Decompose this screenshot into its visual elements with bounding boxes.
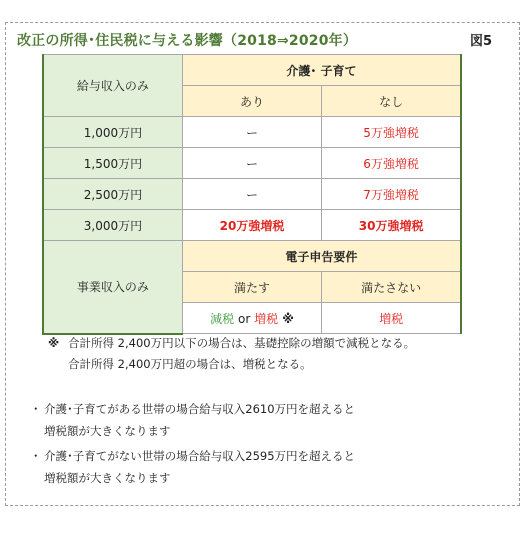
income-cell: 1,500万円 <box>43 148 182 179</box>
income-cell: 3,000万円 <box>43 210 182 241</box>
bullet-item: ・ 介護･子育てがある世帯の場合給与収入2610万円を超えると <box>30 402 356 416</box>
without-cell: 5万強増税 <box>322 117 461 148</box>
business-only-header: 事業収入のみ <box>43 241 182 334</box>
care-childcare-header: 介護･ 子育て <box>182 55 461 86</box>
note-mark-symbol: ※ <box>48 336 60 350</box>
table-row <box>43 210 461 241</box>
with-cell: 20万強増税 <box>182 210 321 241</box>
not-meet-cell: 増税 <box>322 303 461 334</box>
table-row <box>43 148 461 179</box>
meet-cell <box>182 303 321 334</box>
bullet-symbol: ・ <box>30 402 42 416</box>
income-cell: 1,000万円 <box>43 117 182 148</box>
note-line-1: ※ 合計所得 2,400万円以下の場合は、基礎控除の増額で減税となる。 <box>48 336 416 350</box>
or-text: or <box>234 311 255 326</box>
increase-text: 増税 <box>254 311 279 326</box>
table-row <box>43 179 461 210</box>
col-with-header: あり <box>182 86 321 117</box>
e-filing-header: 電子申告要件 <box>182 241 461 272</box>
bullet-item: ・ 介護･子育てがない世帯の場合給与収入2595万円を超えると <box>30 449 356 463</box>
bullet-continuation: 増税額が大きくなります <box>44 471 171 485</box>
with-cell: ー <box>182 148 321 179</box>
without-cell: 30万強増税 <box>322 210 461 241</box>
with-cell: ー <box>182 117 321 148</box>
col-meet-header: 満たす <box>182 272 321 303</box>
figure-label: 図5 <box>470 34 493 49</box>
without-cell: 6万強増税 <box>322 148 461 179</box>
col-without-header: なし <box>322 86 461 117</box>
salary-only-header: 給与収入のみ <box>43 55 182 117</box>
table-row <box>43 117 461 148</box>
with-cell: ー <box>182 179 321 210</box>
page-title: 改正の所得･住民税に与える影響（2018⇒2020年） <box>17 33 358 49</box>
note-line-2: 合計所得 2,400万円超の場合は、増税となる。 <box>68 357 312 371</box>
impact-table <box>42 54 462 335</box>
bullet-continuation: 増税額が大きくなります <box>44 424 171 438</box>
without-cell: 7万強増税 <box>322 179 461 210</box>
income-cell: 2,500万円 <box>43 179 182 210</box>
bullet-symbol: ・ <box>30 449 42 463</box>
note-mark: ※ <box>278 311 294 326</box>
decrease-text: 減税 <box>210 311 235 326</box>
col-not-meet-header: 満たさない <box>322 272 461 303</box>
